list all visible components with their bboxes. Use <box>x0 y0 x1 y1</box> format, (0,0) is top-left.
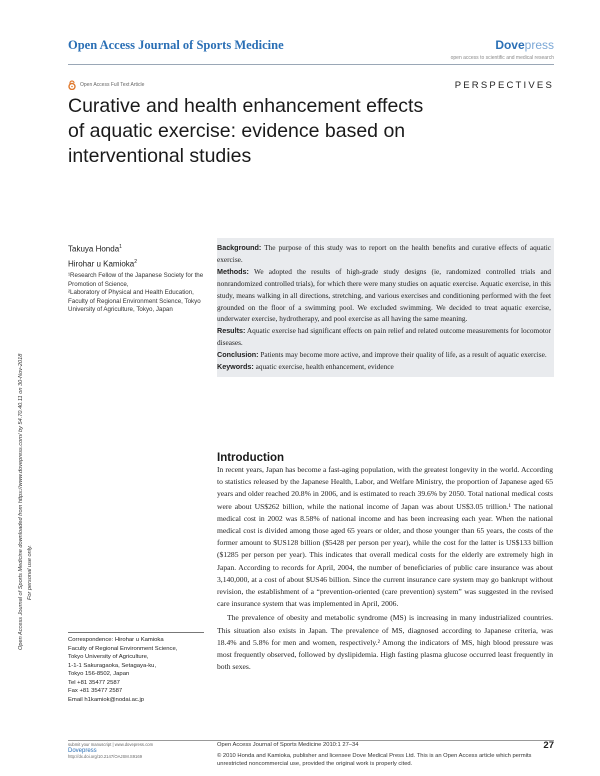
dove-press: press <box>524 38 554 52</box>
background-label: Background: <box>217 243 262 252</box>
abstract-methods <box>217 266 551 326</box>
intro-paragraph-2: The prevalence of obesity and metabolic syndrome (MS) is increasing in many industrialized countries. This situation also exists in Japan. The prevalence of MS, diagnosed according to Japanese criteria, was 18.4% and 5.8% for men and women, respectively.² Among the indicators of MS, high blood pressure was most frequently observed, followed by dyslipidemia. High fasting plasma glucose occurred least frequently in both sexes. <box>217 613 553 672</box>
correspondence-line-3: 1-1-1 Sakuragaoka, Setagaya-ku, <box>68 662 157 669</box>
author-2-sup: 2 <box>134 258 138 265</box>
intro-paragraph-1: In recent years, Japan has become a fast-aging population, with the greatest longevity in the world. According to statistics released by the Japanese Health, Labor, and Welfare Ministry, the proportion of Japanese aged 65 years and older reached 20.8% in 2006, and is estimated to reach 39.6% by 2050. Total national medical costs were about US$262 billion, while the national income of Japan was about US$3.05 trillion.¹ The national medical cost in 2002 was 8.58% of national income and has been increasing each year. When the national medical cost is divided among those aged 65 years or older, and those younger than 65 years, the costs of the former amount to $US128 billion ($5428 per person per year), while the cost for the latter is US$133 billion ($1285 per person per year). This indicates that overall medical costs for the elderly are extremely high in Japan. According to records for April, 2004, the number of beneficiaries of public care insurance was about 3,140,000, at a cost of about $US46 billion. Since the current insurance care system may go bankrupt without revision, the establishment of a “prevention-oriented (care prevention) system” was suggested in the revised care insurance system that was implemented in April, 2006. <box>217 465 553 609</box>
author-1-name: Takuya Honda <box>68 244 120 254</box>
methods-text: We adopted the results of high-grade study designs (ie, randomized controlled trials and nonrandomized controlled trials), for which there were many studies on aquatic exercise. Aquatic exercise, in this study, means walking in all directions, stretching, and various exercises and conditioning performed with the feet grounded on the floor of a swimming pool. We excluded swimming. We decided to treat aquatic exercise, underwater exercise, hydrotherapy, and pool exercise as all having the same meaning. <box>217 266 551 324</box>
dove-brand: Dove <box>495 38 525 52</box>
dovepress-logo <box>495 38 554 52</box>
introduction-body <box>217 464 553 673</box>
conclusion-label: Conclusion: <box>217 350 259 360</box>
author-1-sup: 1 <box>119 244 122 250</box>
affiliation-1: ¹Research Fellow of the Japanese Society for the Promotion of Science, <box>68 272 204 288</box>
author-list <box>68 241 137 270</box>
affiliation-2: ²Laboratory of Physical and Health Education, Faculty of Regional Environment Science, Tokyo University of Agriculture, Tokyo, Japan <box>68 289 201 314</box>
correspondence-divider <box>68 632 204 633</box>
abstract-keywords <box>217 361 551 373</box>
abstract-box <box>217 238 554 377</box>
correspondence-fax: Fax +81 35477 2587 <box>68 688 123 694</box>
abstract-background <box>217 242 551 266</box>
correspondence-tel: Tel +81 35477 2587 <box>68 679 120 686</box>
download-notice: Open Access Journal of Sports Medicine downloaded from https://www.dovepress.com/ by 54.70.40.11 on 30-Nov-2018 <box>18 353 24 650</box>
introduction-heading: Introduction <box>217 452 285 464</box>
correspondence-line-2: Tokyo University of Agriculture, <box>68 654 149 660</box>
author-2-name: Hirohar u Kamioka <box>68 259 135 269</box>
background-text: The purpose of this study was to report on the health benefits and curative effects of aquatic exercise. <box>217 243 551 264</box>
submit-manuscript-link[interactable]: submit your manuscript | www.dovepress.com <box>68 742 154 747</box>
correspondence-line-4: Tokyo 156-8502, Japan <box>68 671 130 677</box>
correspondence-line-1: Faculty of Regional Environment Science, <box>68 645 178 652</box>
conclusion-text: Patients may become more active, and improve their quality of life, as a result of aquatic exercise. <box>258 350 547 360</box>
section-label: PERSPECTIVES <box>454 80 554 91</box>
author-1 <box>68 241 137 256</box>
header-divider <box>68 64 554 65</box>
doi-link[interactable]: http://dx.doi.org/10.2147/OAJSM.S9169 <box>68 754 143 759</box>
keywords-label: Keywords: <box>217 362 254 372</box>
copyright-notice: © 2010 Honda and Kamioka, publisher and licensee Dove Medical Press Ltd. This is an Open Access article which permits unrestricted noncommercial use, provided the original work is properly cited. <box>217 753 532 768</box>
personal-use-notice: For personal use only. <box>27 545 33 600</box>
results-text: Aquatic exercise had significant effects on pain relief and related outcome measurements for locomotor diseases. <box>217 326 551 348</box>
methods-label: Methods: <box>217 266 249 276</box>
open-access-row <box>68 80 144 90</box>
footer-left <box>68 742 198 760</box>
author-2 <box>68 256 137 271</box>
dovepress-tagline: open access to scientific and medical research <box>450 55 554 61</box>
correspondence-email[interactable]: Email h1kamiok@nodai.ac.jp <box>68 696 145 703</box>
open-access-label: Open Access Full Text Article <box>80 82 145 88</box>
footer-dovepress: Dovepress <box>68 748 97 754</box>
results-label: Results: <box>217 326 246 336</box>
affiliations <box>68 272 208 315</box>
correspondence-label: Correspondence: Hirohar u Kamioka <box>68 637 164 643</box>
abstract-results <box>217 325 551 349</box>
keywords-text: aquatic exercise, health enhancement, evidence <box>253 362 394 372</box>
footer-divider <box>68 740 554 741</box>
abstract-conclusion <box>217 349 551 361</box>
footer-journal-citation: Open Access Journal of Sports Medicine 2010:1 27–34 <box>217 742 359 748</box>
open-access-lock-icon <box>68 80 76 90</box>
page-number: 27 <box>543 740 554 751</box>
correspondence-block <box>68 636 208 704</box>
article-title: Curative and health enhancement effects of aquatic exercise: evidence based on interventional studies <box>68 95 424 167</box>
journal-name: Open Access Journal of Sports Medicine <box>68 38 284 52</box>
